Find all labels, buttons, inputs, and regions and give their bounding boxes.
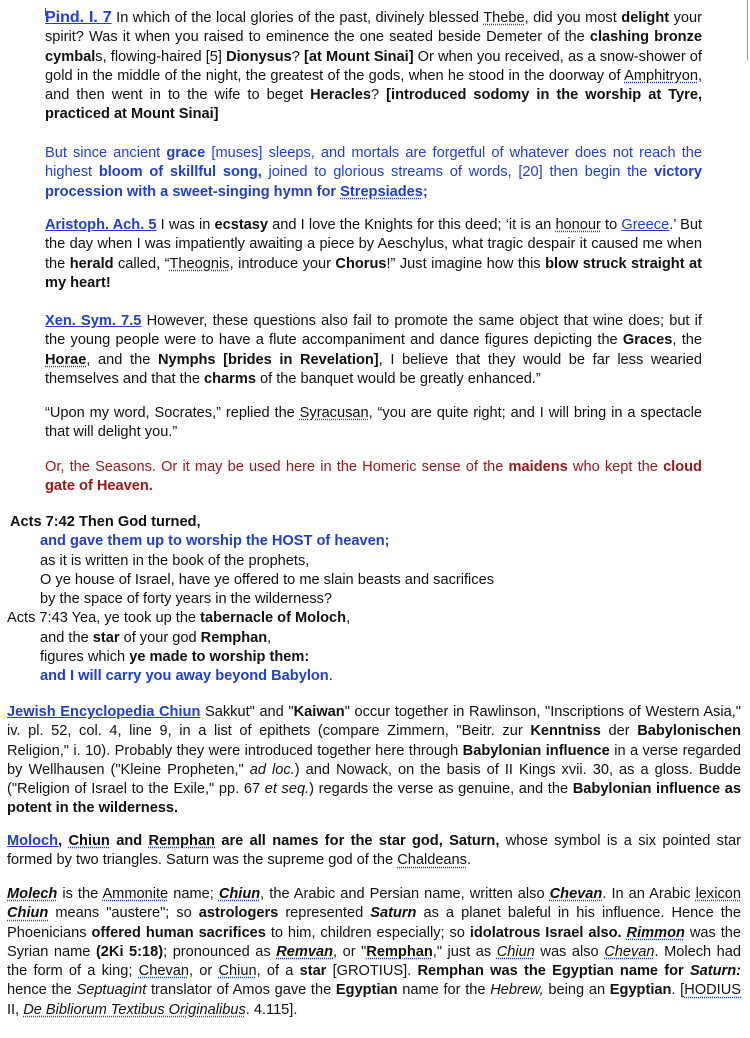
text: whose symbol is a six pointed star formed by two triangles. Saturn was the supreme god of the bbox=[7, 833, 741, 869]
spell-word: Chevan bbox=[549, 886, 603, 902]
spell-word: Chiun bbox=[218, 886, 261, 902]
spell-word: Amphitryon bbox=[624, 67, 698, 84]
seasons-note bbox=[45, 458, 702, 497]
text: being an bbox=[543, 982, 610, 999]
bold-text: ecstasy bbox=[214, 217, 269, 233]
spell-word: Remphan bbox=[148, 833, 215, 849]
spell-word: Chevan bbox=[138, 963, 189, 980]
text: means "austere"; so bbox=[48, 905, 199, 922]
spell-word: Theognis bbox=[169, 255, 230, 272]
text: of your god bbox=[119, 629, 201, 646]
text: , introduce your bbox=[229, 255, 336, 272]
text: , or " bbox=[333, 943, 367, 960]
text: Sakkut" and " bbox=[200, 704, 294, 720]
bold-text: (2Ki 5:18) bbox=[95, 943, 164, 960]
text: Or, the Seasons. Or it may be used here in the Homeric sense of the bbox=[45, 459, 509, 475]
text: I was in bbox=[156, 217, 215, 233]
acts-verses bbox=[7, 513, 567, 687]
text: and I love the Knights for this deed; ‘it is an bbox=[268, 217, 556, 233]
text: to him, children especially; so bbox=[265, 924, 470, 941]
spell-word: Chiun bbox=[68, 833, 110, 849]
text: . 4.115]. bbox=[245, 1001, 298, 1018]
pindar-paragraph-2 bbox=[45, 144, 702, 202]
bold-text: Egyptian bbox=[609, 982, 672, 999]
aristophanes-paragraph bbox=[45, 216, 702, 293]
spell-word: Chiun bbox=[496, 943, 535, 960]
text: . [ bbox=[671, 982, 685, 999]
text: [GROTIUS]. bbox=[326, 963, 418, 980]
text: Religion," i. 10). Probably they were introduced together here through bbox=[7, 742, 463, 759]
text: and bbox=[109, 833, 149, 849]
text: is the bbox=[57, 886, 103, 902]
spell-word: Rimmon bbox=[626, 924, 685, 941]
spell-word: Thebe bbox=[483, 10, 525, 26]
verse-line: figures which bbox=[40, 649, 130, 666]
xenophon-paragraph-2 bbox=[45, 404, 702, 443]
spell-word: HODIUS bbox=[684, 982, 741, 999]
bold-text: delight bbox=[621, 10, 670, 26]
bold-italic-text: Saturn bbox=[370, 905, 417, 922]
bold-text: Babylonian influence bbox=[462, 742, 610, 759]
spell-word: Strepsiades bbox=[340, 183, 423, 200]
molech-paragraph bbox=[7, 885, 741, 1020]
bold-text: are all names for the star god, Saturn, bbox=[215, 833, 500, 849]
bold-text: grace bbox=[166, 145, 206, 161]
text: !” Just imagine how this bbox=[386, 255, 546, 272]
spell-word: Syracusan bbox=[299, 405, 369, 421]
pindar-paragraph bbox=[45, 8, 702, 125]
text: name; bbox=[168, 886, 219, 902]
verse-line: O ye house of Israel, have ye offered to me slain beasts and sacrifices bbox=[40, 571, 495, 588]
text: . bbox=[328, 668, 333, 685]
text: ," just as bbox=[432, 943, 497, 960]
text: , did you most bbox=[524, 10, 622, 26]
spell-word: lexicon bbox=[695, 886, 741, 902]
text: called, “ bbox=[113, 255, 170, 272]
xenophon-paragraph bbox=[45, 312, 702, 389]
bold-text: Chorus bbox=[335, 255, 387, 272]
bold-text: [at Mount Sinai] bbox=[304, 48, 414, 65]
text: , bbox=[58, 833, 69, 849]
text: hence the bbox=[7, 982, 77, 999]
text: But since ancient bbox=[45, 145, 167, 161]
bold-text: victory procession with a sweet-singing hymn for bbox=[45, 164, 702, 200]
bold-text: Kenntniss bbox=[530, 723, 601, 740]
bold-text: Kaiwan bbox=[293, 704, 345, 720]
jewish-encyclopedia-paragraph bbox=[7, 703, 741, 819]
bold-text: charms bbox=[204, 370, 256, 387]
text: to bbox=[600, 217, 622, 233]
bold-text: astrologers bbox=[198, 905, 279, 922]
verse-line: Acts 7:43 Yea, ye took up the bbox=[7, 610, 201, 627]
text: , of a bbox=[256, 963, 300, 980]
text: In which of the local glories of the past, divinely blessed bbox=[111, 10, 484, 26]
text: . In an Arabic bbox=[602, 886, 696, 902]
text: as a planet baleful in his influence. Hence the Phoenicians bbox=[7, 905, 742, 941]
aristophanes-ref-link[interactable]: Aristoph. Ach. 5 bbox=[45, 217, 157, 233]
text: ? bbox=[291, 48, 304, 65]
text: However, these questions also fail to promote the same object that wine does; but if the young people were to have a flute accompaniment and dance figures depicting the bbox=[45, 313, 702, 349]
spell-word: Remvan bbox=[276, 943, 334, 960]
text: " occur together in Rawlinson, "Inscriptions of Western Asia," iv. pl. 52, col. 4, line 9, in a list of epithets (compare Zimmern, "Beitr. zur bbox=[7, 704, 741, 740]
text: “Upon my word, Socrates,” replied the bbox=[45, 405, 300, 421]
text: . bbox=[466, 852, 472, 869]
bold-text: Heracles bbox=[310, 87, 372, 104]
text: s, flowing-haired [5] bbox=[95, 48, 227, 65]
bold-text: offered human sacrifices bbox=[91, 924, 266, 941]
text: ? bbox=[371, 87, 387, 104]
text: Or when you received, as a snow-shower of gold in the middle of the night, the greatest of the gods, when he stood in the doorway of bbox=[45, 48, 702, 84]
bold-text: star bbox=[299, 963, 327, 980]
bold-text: herald bbox=[69, 255, 114, 272]
bold-text: blow struck straight at my heart! bbox=[45, 255, 702, 291]
text: in a verse regarded by Wellhausen ("Kleine Propheten," bbox=[7, 742, 741, 778]
text: , “you are quite right; and I will bring in a spectacle that will delight you.” bbox=[45, 405, 702, 441]
text: , bbox=[267, 629, 272, 646]
text: [muses] sleeps, and mortals are forgetful of whatever does not reach the highest bbox=[45, 145, 702, 181]
text: . Molech had the form of a king; bbox=[7, 943, 741, 980]
text: ; pronounced as bbox=[163, 943, 277, 960]
verse-line: and the bbox=[40, 629, 93, 646]
text: your spirit? Was it when you raised to eminence the one seated beside Demeter of the bbox=[45, 10, 703, 46]
spell-word: Molech bbox=[7, 886, 58, 902]
moloch-link[interactable]: Moloch bbox=[7, 833, 59, 849]
spell-word: Ammonite bbox=[102, 886, 169, 902]
text: name for the bbox=[397, 982, 491, 999]
verse-line: and gave them up to worship the HOST of heaven; bbox=[40, 533, 390, 550]
spell-word: De Bibliorum Textibus Originalibus bbox=[23, 1001, 246, 1018]
greece-link[interactable]: Greece bbox=[621, 217, 670, 233]
bold-text: clashing bronze cymbal bbox=[45, 29, 702, 65]
text: of the banquet would be greatly enhanced.” bbox=[255, 370, 541, 387]
text: ) and Nowack, on the basis of II Kings xvii. 30, as a gloss. Budde ("Religion of Israel to the Exile," pp. 67 bbox=[7, 761, 741, 798]
text: ; bbox=[422, 183, 428, 200]
spell-word: Remphan bbox=[366, 943, 433, 960]
bold-text: idolatrous Israel also. bbox=[469, 924, 622, 941]
text: , and then went in to the wife to beget bbox=[45, 67, 702, 104]
spell-word: Chiun bbox=[7, 905, 49, 922]
text: der bbox=[600, 723, 638, 740]
bold-text: bloom of skillful song, bbox=[98, 164, 262, 181]
text: represented bbox=[278, 905, 371, 922]
jewish-encyclopedia-link[interactable]: Jewish Encyclopedia Chiun bbox=[7, 704, 201, 720]
text: , the Arabic and Persian name, written also bbox=[260, 886, 550, 902]
verse-line: by the space of forty years in the wilderness? bbox=[40, 591, 333, 608]
pindar-ref-link[interactable]: Pind. I. 7 bbox=[45, 9, 112, 26]
bold-text: star bbox=[92, 629, 120, 646]
text: , and the bbox=[86, 351, 158, 368]
italic-text: Hebrew, bbox=[490, 982, 544, 999]
text: translator of Amos gave the bbox=[146, 982, 336, 999]
bold-text: cloud gate of Heaven. bbox=[45, 459, 702, 495]
italic-text: et seq. bbox=[264, 781, 310, 798]
text: who kept the bbox=[567, 459, 664, 475]
page-edge-line bbox=[747, 0, 748, 60]
bold-text: Remphan was the Egyptian name for bbox=[417, 963, 690, 980]
text: , I believe that they would be far less wearied themselves and that the bbox=[45, 351, 702, 387]
bold-text: Babylonischen bbox=[637, 723, 742, 740]
text: was also bbox=[534, 943, 605, 960]
text: .’ But the day when I was impatiently awaiting a piece by Aeschylus, what tragic despair it caused me when the bbox=[45, 217, 703, 272]
italic-text: Septuagint bbox=[76, 982, 147, 999]
verse-line: Acts 7:42 Then God turned, bbox=[10, 514, 201, 530]
spell-word: Chaldeans bbox=[397, 852, 467, 869]
text: , bbox=[346, 610, 351, 627]
text: was the Syrian name bbox=[7, 924, 741, 960]
text: , or bbox=[188, 963, 219, 980]
spell-word: honour bbox=[555, 217, 601, 233]
xenophon-ref-link[interactable]: Xen. Sym. 7.5 bbox=[45, 313, 142, 329]
bold-text: Remphan bbox=[200, 629, 268, 646]
italic-text: ad loc. bbox=[249, 761, 295, 778]
verse-line: and I will carry you away beyond Babylon bbox=[40, 668, 329, 685]
bold-text: tabernacle of Moloch bbox=[200, 610, 347, 627]
text: joined to glorious streams of words, [20] then begin the bbox=[261, 164, 655, 181]
spell-word: Horae bbox=[45, 351, 87, 368]
bold-text: ye made to worship them: bbox=[129, 649, 310, 666]
bold-text: Graces bbox=[622, 332, 673, 349]
text: , the bbox=[672, 332, 702, 349]
moloch-paragraph bbox=[7, 832, 741, 871]
spell-word: Chevan bbox=[604, 943, 655, 960]
spell-word: Chiun bbox=[218, 963, 257, 980]
verse-line: as it is written in the book of the prophets, bbox=[40, 552, 310, 569]
bold-text: Dionysus bbox=[226, 48, 292, 65]
bold-text: Babylonian influence as potent in the wilderness. bbox=[7, 781, 742, 817]
bold-text: Egyptian bbox=[335, 982, 398, 999]
bold-italic-text: Saturn: bbox=[689, 963, 742, 980]
text: ) regards the verse as genuine, and the bbox=[309, 781, 573, 798]
bold-text: [introduced sodomy in the worship at Tyre, practiced at Mount Sinai] bbox=[45, 87, 703, 123]
text: II, bbox=[7, 1001, 24, 1018]
bold-text: Nymphs [brides in Revelation] bbox=[157, 351, 379, 368]
bold-text: maidens bbox=[508, 459, 568, 475]
